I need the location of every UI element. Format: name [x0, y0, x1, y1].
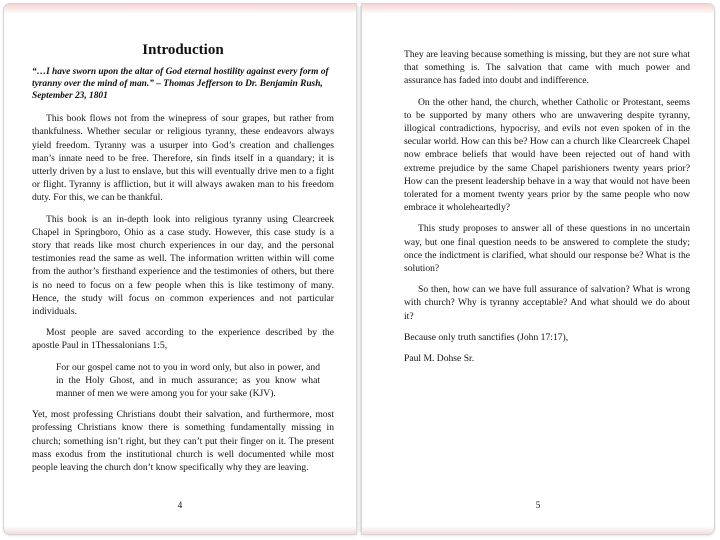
paragraph: Because only truth sanctifies (John 17:17), — [404, 331, 569, 343]
paragraph: This study proposes to answer all of these questions in no uncertain way, but one final question needs to be answered to complete the study; once the indictment is clarified, what should our response be? What is the solution? — [404, 223, 690, 275]
page-edge-decoration — [362, 4, 714, 14]
signature: Paul M. Dohse Sr. — [404, 353, 475, 365]
right-page — [362, 4, 714, 534]
paragraph: This book is an in-depth look into religious tyranny using Clearcreek Chapel in Springboro, Ohio as a case study. However, this case study is a story that reads like most church experiences in our day, and the personal testimonies read the same as well. The information written within will come from the author’s firsthand experience and the testimonies of others, but there is no need to focus on a few people when this is like testimony of many. Hence, the study will focus on common experiences and not particular individuals. — [32, 213, 334, 318]
paragraph: They are leaving because something is missing, but they are not sure what that something is. The salvation that came with much power and assurance has faded into doubt and indifference. — [404, 49, 690, 87]
scripture-block-quote: For our gospel came not to you in word only, but also in power, and in the Holy Ghost, and in much assurance; as you know what manner of men we were among you for your sake (KJV). — [56, 361, 320, 400]
right-page-content — [404, 48, 690, 373]
page-edge-decoration — [4, 526, 356, 534]
chapter-title: Introduction — [142, 42, 224, 58]
page-number: 5 — [535, 500, 541, 510]
epigraph-quote: “…I have sworn upon the altar of God eternal hostility against every form of tyranny over the mind of man.” – Thomas Jefferson to Dr. Benjamin Rush, September 23, 1801 — [32, 67, 329, 102]
page-edge-decoration — [4, 4, 356, 14]
left-page — [4, 4, 356, 534]
paragraph: Yet, most professing Christians doubt their salvation, and furthermore, most professing Christians know there is something fundamentally missing in church; something isn’t right, but they can’t put their finger on it. The present mass exodus from the institutional church is well documented while most people leaving the church don’t know specifically why they are leaving. — [32, 409, 334, 474]
paragraph: On the other hand, the church, whether Catholic or Protestant, seems to be supported by many others who are unwavering despite tyranny, illogical contradictions, hypocrisy, and evils not even spoken of in the secular world. How can this be? How can a church like Clearcreek Chapel now embrace beliefs that would have been rejected out of hand with extreme prejudice by the same Chapel parishioners twenty years prior? How can the present leadership behave in a way that would not have been tolerated for a moment twenty years prior by the same people who now embrace it wholeheartedly? — [404, 96, 690, 214]
paragraph: So then, how can we have full assurance of salvation? What is wrong with church? Why is tyranny acceptable? And what should we do about it? — [404, 284, 690, 322]
paragraph: Most people are saved according to the experience described by the apostle Paul in 1Thessalonians 1:5, — [32, 327, 334, 352]
page-number: 4 — [177, 500, 183, 510]
left-page-content — [32, 44, 334, 482]
paragraph: This book flows not from the winepress of sour grapes, but rather from thankfulness. Whether secular or religious tyranny, these endeavors always yield freedom. Tyranny was a usurper into God’s creation and challenges man’s innate need to be free. Therefore, sin finds itself in a quandary; it is utterly driven by a lust to enslave, but this will eventually drive men to a fight or flight. Tyranny is affliction, but it will always awaken man to his freedom duty. For this, we can be thankful. — [32, 113, 334, 204]
page-edge-decoration — [362, 526, 714, 534]
